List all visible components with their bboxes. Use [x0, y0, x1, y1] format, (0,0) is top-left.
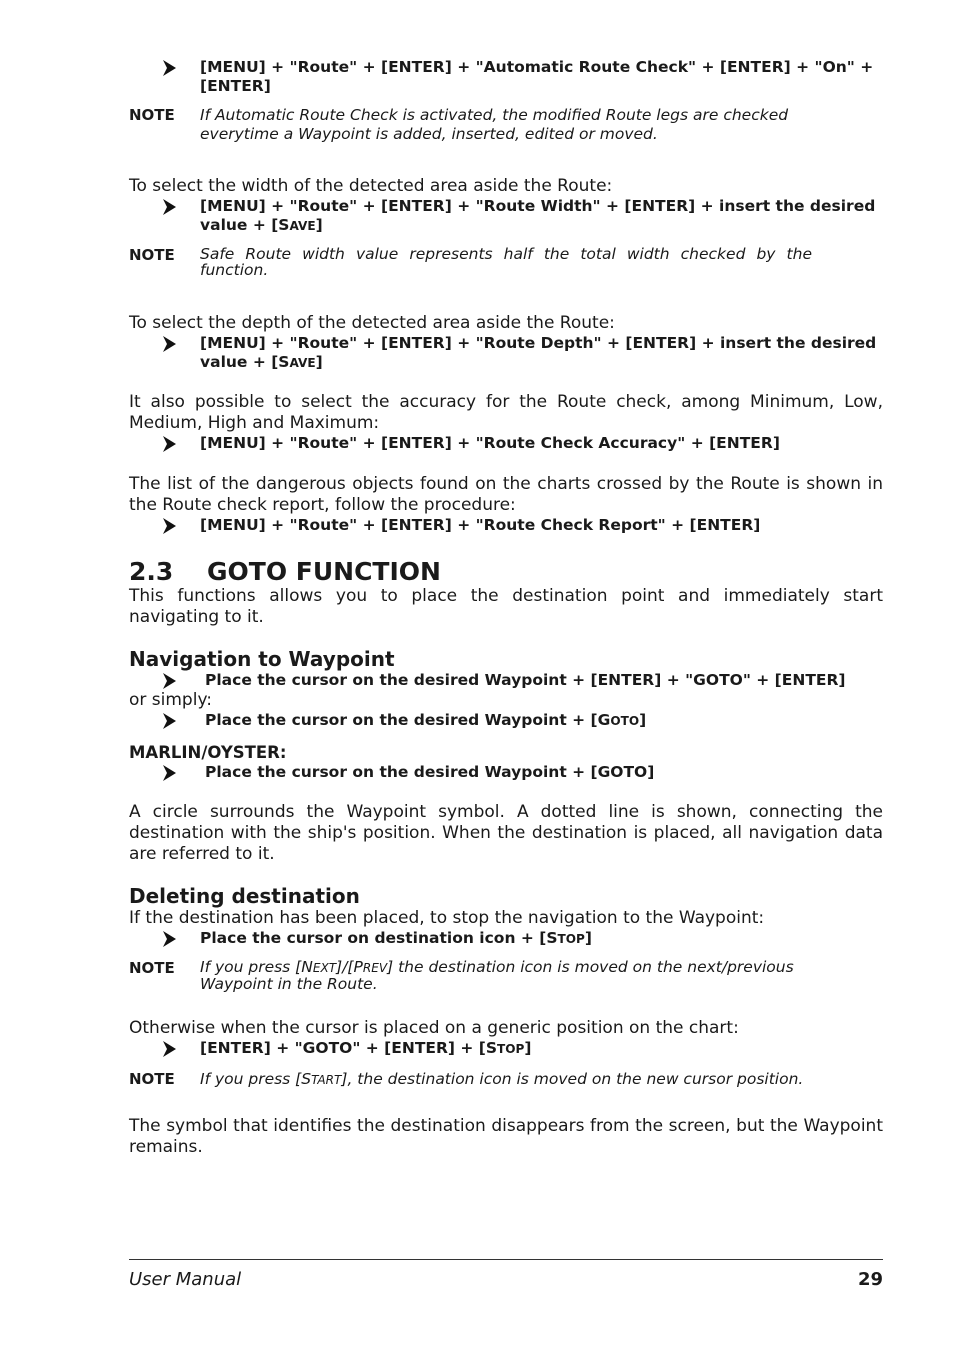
note-label: NOTE: [129, 959, 175, 977]
arrow-bullet-icon: [129, 763, 205, 781]
paragraph: The symbol that identifies the destination disappears from the screen, but the Waypoint remains.: [129, 1115, 883, 1157]
arrow-bullet-icon: [129, 58, 200, 76]
procedure-step: [129, 58, 883, 95]
arrow-bullet-icon: [129, 671, 205, 689]
section-title: GOTO FUNCTION: [207, 557, 441, 586]
note-label: NOTE: [129, 106, 175, 124]
step-text: Place the cursor on destination icon + [STOP]: [200, 928, 592, 947]
note: [129, 959, 883, 992]
procedure-step: [129, 434, 883, 453]
note: [129, 246, 883, 278]
arrow-bullet-icon: [129, 334, 200, 352]
step-text: [MENU] + "Route" + [ENTER] + "Automatic Route Check" + [ENTER] + "On" + [ENTER]: [200, 58, 874, 95]
step-text: Place the cursor on the desired Waypoint + [GOTO]: [205, 710, 647, 729]
step-text: [MENU] + "Route" + [ENTER] + "Route Width" + [ENTER] + insert the desired value + [SAVE]: [200, 197, 876, 234]
paragraph: This functions allows you to place the destination point and immediately start navigating to it.: [129, 586, 883, 627]
step-text: [MENU] + "Route" + [ENTER] + "Route Check Accuracy" + [ENTER]: [200, 434, 780, 452]
step-text: [MENU] + "Route" + [ENTER] + "Route Depth" + [ENTER] + insert the desired value + [SAVE]: [200, 334, 877, 371]
section-number: 2.3: [129, 557, 174, 586]
note-text: If you press [NEXT]/[PREV] the destination icon is moved on the next/previous Waypoint in the Route.: [200, 958, 794, 993]
subsection-heading: Navigation to Waypoint: [129, 647, 395, 671]
note-label: NOTE: [129, 246, 175, 264]
procedure-step: [129, 197, 883, 235]
procedure-step: [129, 1039, 883, 1059]
paragraph: A circle surrounds the Waypoint symbol. A dotted line is shown, connecting the destination with the ship's position. When the destination is placed, all navigation data are referred to it.: [129, 801, 883, 864]
page-number: 29: [857, 1269, 883, 1290]
arrow-bullet-icon: [129, 434, 200, 452]
footer-title: User Manual: [129, 1269, 242, 1290]
note: [129, 1070, 883, 1090]
arrow-bullet-icon: [129, 711, 205, 729]
procedure-step: [129, 929, 883, 949]
paragraph: It also possible to select the accuracy for the Route check, among Minimum, Low, Medium, High and Maximum:: [129, 392, 883, 433]
section-heading: [129, 558, 883, 586]
procedure-step: [129, 671, 883, 690]
arrow-bullet-icon: [129, 1039, 200, 1057]
procedure-step: [129, 516, 883, 535]
paragraph: The list of the dangerous objects found on the charts crossed by the Route is shown in the Route check report, follow the procedure:: [129, 473, 883, 515]
step-text: [MENU] + "Route" + [ENTER] + "Route Check Report" + [ENTER]: [200, 515, 761, 534]
arrow-bullet-icon: [129, 516, 200, 534]
paragraph: or simply:: [129, 689, 212, 710]
page-content: [129, 58, 883, 1158]
arrow-bullet-icon: [129, 929, 200, 947]
step-text: [ENTER] + "GOTO" + [ENTER] + [STOP]: [200, 1039, 532, 1057]
note: [129, 106, 883, 144]
note-text: If you press [START], the destination icon is moved on the new cursor position.: [200, 1069, 804, 1088]
paragraph: To select the width of the detected area aside the Route:: [129, 176, 613, 196]
note-text: Safe Route width value represents half the total width checked by the function.: [200, 245, 812, 279]
paragraph: If the destination has been placed, to stop the navigation to the Waypoint:: [129, 907, 765, 928]
procedure-step: [129, 334, 883, 372]
note-label: NOTE: [129, 1069, 175, 1088]
subsection-heading: Deleting destination: [129, 883, 360, 908]
step-text: Place the cursor on the desired Waypoint + [GOTO]: [205, 763, 655, 781]
paragraph: Otherwise when the cursor is placed on a generic position on the chart:: [129, 1018, 739, 1038]
procedure-step: [129, 763, 883, 782]
step-text: Place the cursor on the desired Waypoint + [ENTER] + "GOTO" + [ENTER]: [205, 671, 846, 689]
model-heading: MARLIN/OYSTER:: [129, 743, 287, 762]
paragraph: To select the depth of the detected area aside the Route:: [129, 313, 615, 333]
footer-divider: [129, 1259, 883, 1260]
arrow-bullet-icon: [129, 197, 200, 215]
procedure-step: [129, 711, 883, 731]
note-text: If Automatic Route Check is activated, the modified Route legs are checked everytime a Waypoint is added, inserted, edited or moved.: [200, 106, 789, 143]
